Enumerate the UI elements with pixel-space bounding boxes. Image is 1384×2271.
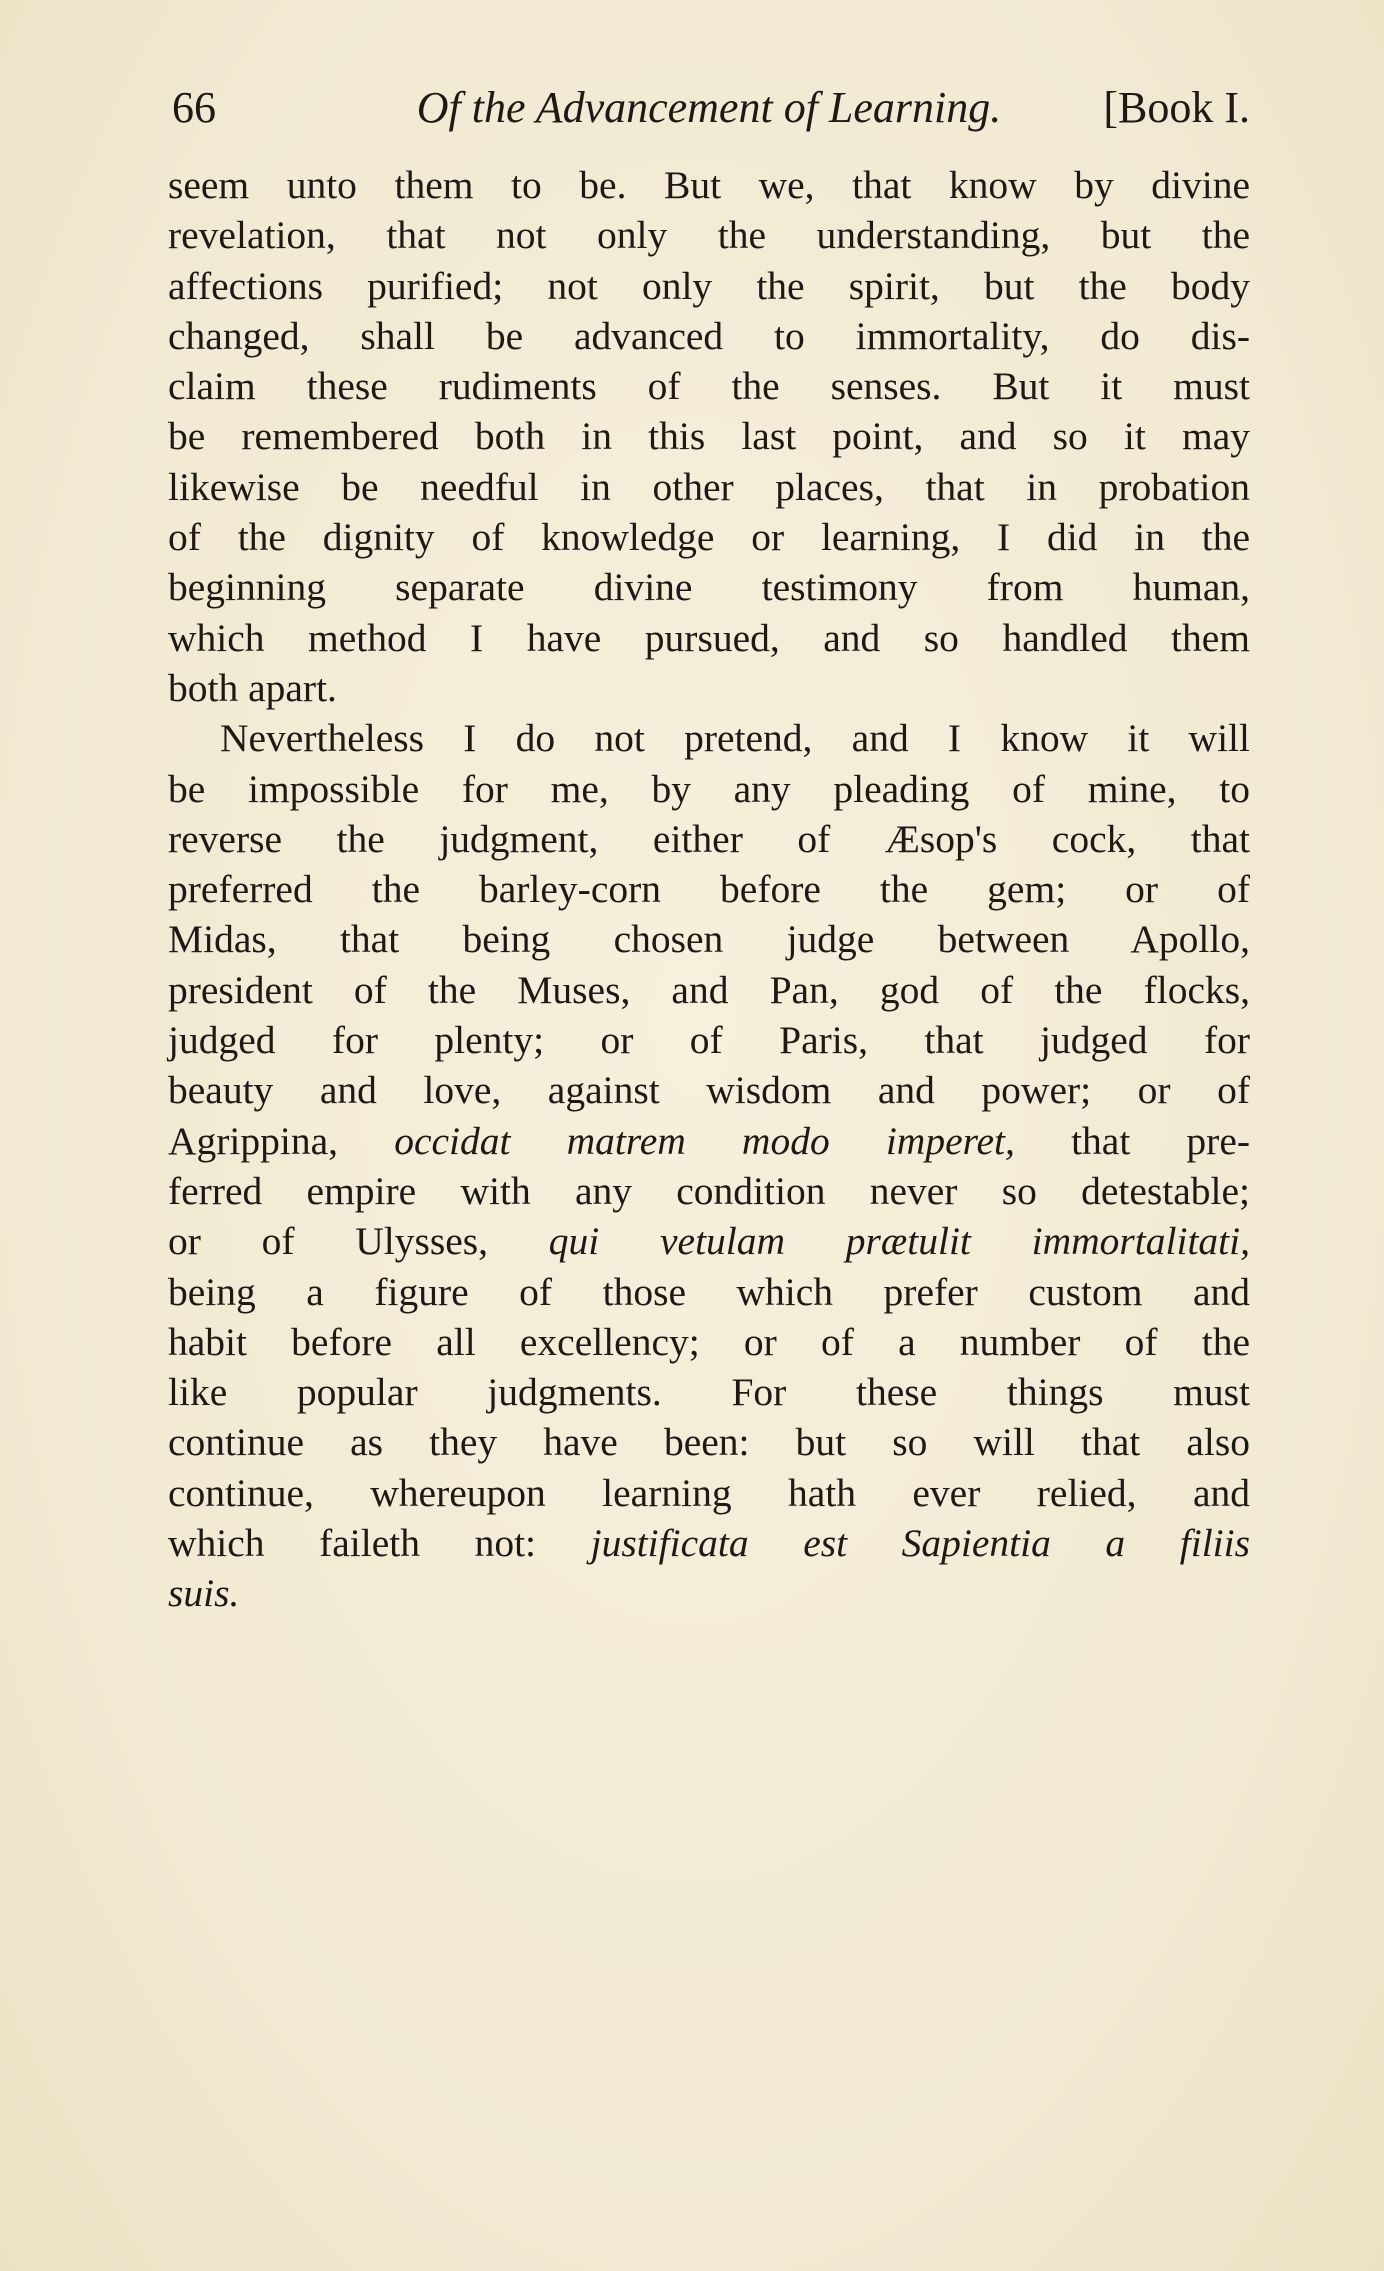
- text-line: be remembered both in this last point, and so it may: [168, 414, 1250, 459]
- text-line: revelation, that not only the understanding, but the: [168, 213, 1250, 258]
- text-line: both apart.: [168, 665, 337, 710]
- text-line-ulysses: [168, 1216, 1250, 1266]
- text-run: which faileth not:: [168, 1521, 537, 1566]
- text-line: habit before all excellency; or of a number of the: [168, 1319, 1250, 1364]
- text-line: reverse the judgment, either of Æsop's cock, that: [168, 816, 1250, 861]
- latin-quote: justificata est Sapientia a filiis: [590, 1521, 1250, 1566]
- text-line-agrippina: [168, 1116, 1250, 1166]
- text-line: judged for plenty; or of Paris, that judged for: [168, 1018, 1250, 1063]
- text-line: ferred empire with any condition never so detestable;: [168, 1168, 1250, 1213]
- text-line: beauty and love, against wisdom and power; or of: [168, 1068, 1250, 1113]
- text-run: Agrippina,: [168, 1118, 339, 1163]
- latin-quote: occidat matrem modo imperet,: [394, 1118, 1015, 1163]
- page-number: 66: [172, 83, 216, 132]
- text-line: likewise be needful in other places, that in probation: [168, 464, 1250, 509]
- latin-quote: suis.: [168, 1571, 240, 1616]
- book-reference: [Book I.: [1103, 83, 1250, 132]
- running-title: Of the Advancement of Learning.: [416, 83, 1002, 132]
- text-line-final: [168, 1518, 1250, 1568]
- text-line: affections purified; not only the spirit, but the body: [168, 263, 1250, 308]
- text-line: of the dignity of knowledge or learning, I did in the: [168, 515, 1250, 560]
- text-line: continue, whereupon learning hath ever relied, and: [168, 1470, 1250, 1515]
- text-line: continue as they have been: but so will that also: [168, 1420, 1250, 1465]
- paragraph-2: [168, 713, 1250, 1618]
- text-line: be impossible for me, by any pleading of mine, to: [168, 766, 1250, 811]
- text-line: changed, shall be advanced to immortality, do dis-: [168, 313, 1250, 358]
- latin-quote: qui vetulam prætulit immortalitati,: [548, 1219, 1250, 1264]
- text-line: seem unto them to be. But we, that know by divine: [168, 163, 1250, 207]
- text-line: being a figure of those which prefer custom and: [168, 1269, 1250, 1314]
- text-line: claim these rudiments of the senses. But it must: [168, 364, 1250, 409]
- text-line: preferred the barley-corn before the gem; or of: [168, 867, 1250, 912]
- text-line: which method I have pursued, and so handled them: [168, 615, 1250, 660]
- text-line: like popular judgments. For these things must: [168, 1370, 1250, 1415]
- text-line: president of the Muses, and Pan, god of the flocks,: [168, 967, 1250, 1012]
- paragraph-1: [168, 160, 1250, 713]
- text-run: that pre-: [1071, 1118, 1251, 1163]
- text-line: Midas, that being chosen judge between Apollo,: [168, 917, 1250, 962]
- page-header: [168, 78, 1250, 138]
- text-line: beginning separate divine testimony from human,: [168, 565, 1250, 610]
- show-through-bleed: [160, 1610, 1260, 2190]
- body-text: [168, 160, 1250, 1619]
- text-line: Nevertheless I do not pretend, and I know it will: [220, 716, 1250, 761]
- text-run: or of Ulysses,: [168, 1219, 489, 1264]
